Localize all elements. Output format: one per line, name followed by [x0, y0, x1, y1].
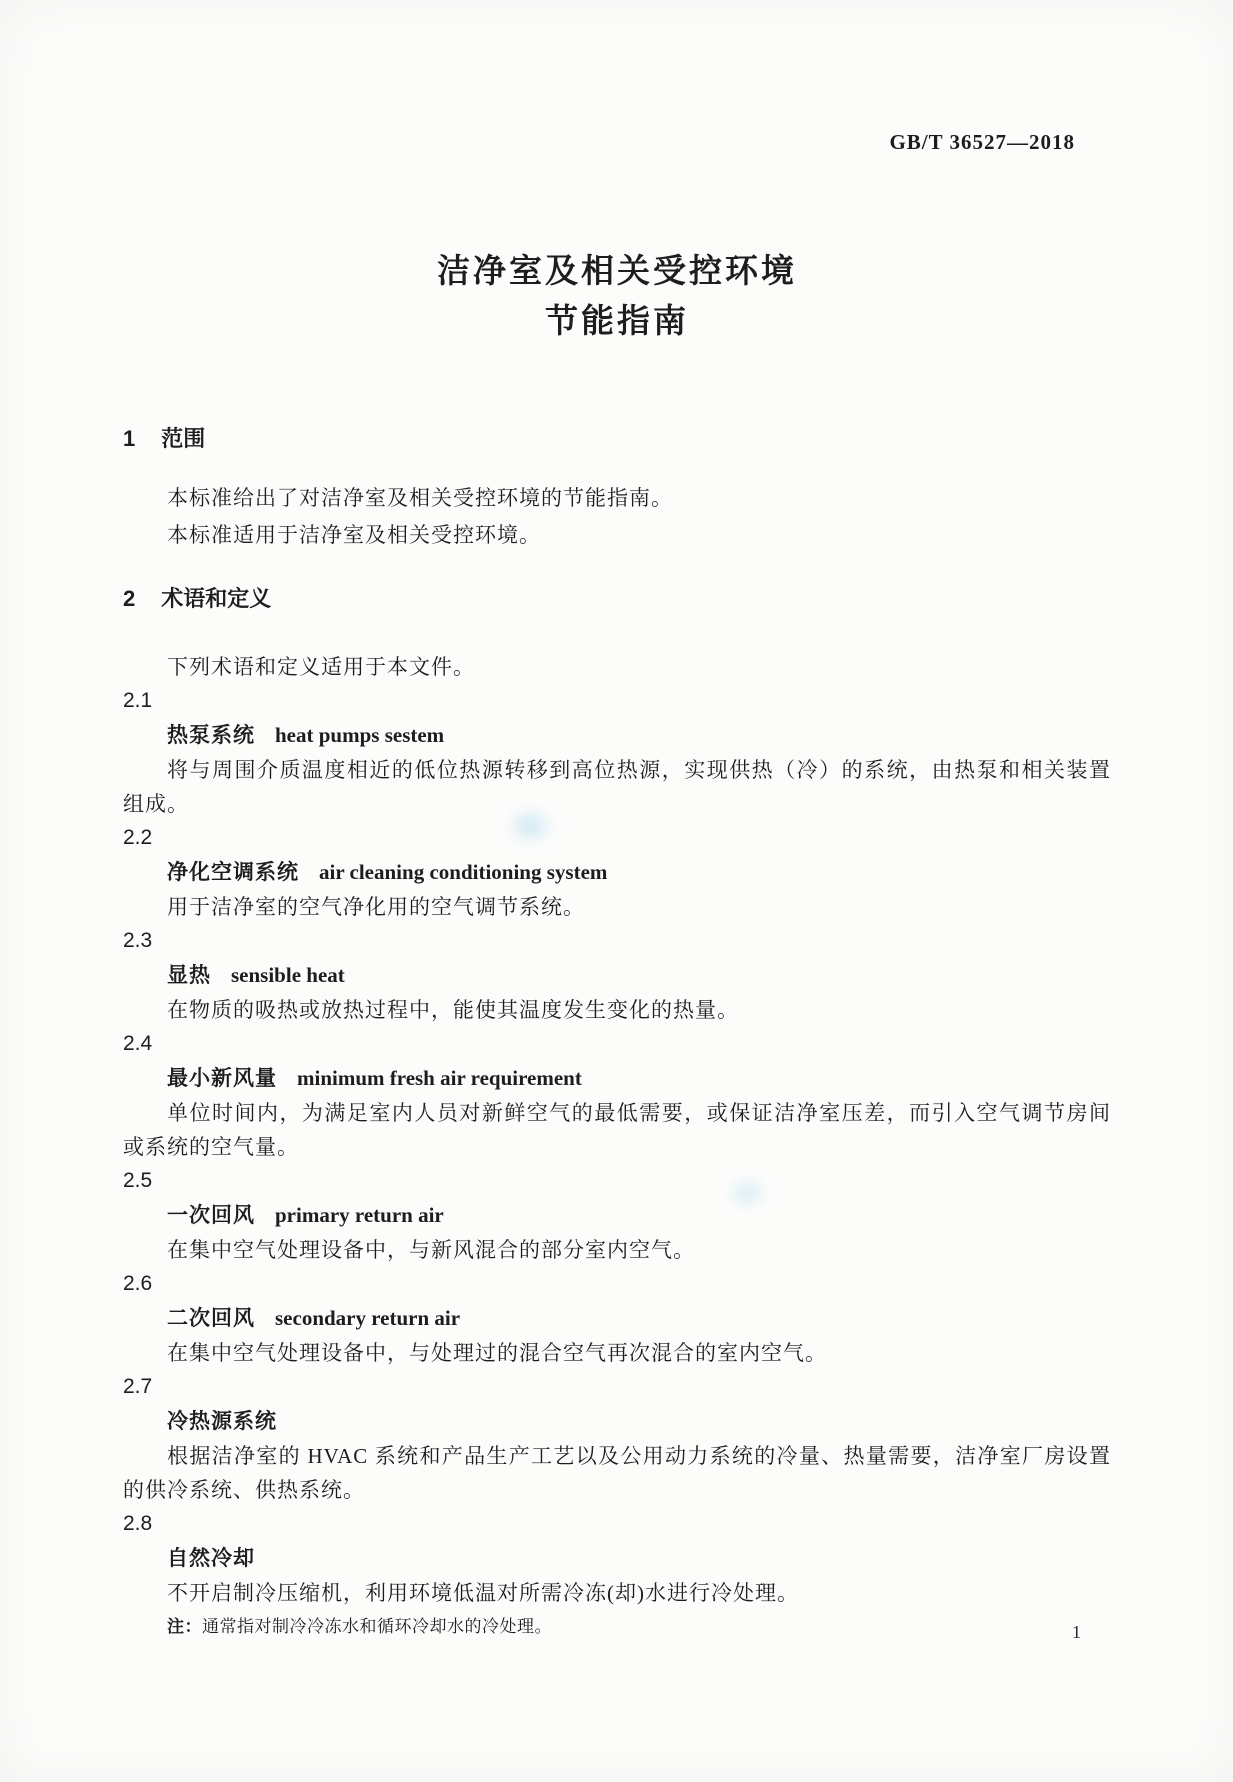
- scope-paragraph-2: 本标准适用于洁净室及相关受控环境。: [167, 523, 541, 547]
- term-name-zh: 最小新风量: [167, 1067, 277, 1090]
- terms-intro: 下列术语和定义适用于本文件。: [167, 655, 475, 679]
- term-name-en: primary return air: [275, 1203, 444, 1227]
- title-line-2: 节能指南: [545, 302, 689, 339]
- term-entry: [123, 1164, 1111, 1267]
- section-2-number: 2: [123, 586, 136, 611]
- term-heading: [123, 1198, 1111, 1233]
- term-name-zh: 显热: [167, 964, 211, 987]
- term-entry: [123, 1267, 1111, 1370]
- term-heading: [123, 1301, 1111, 1336]
- note-label: 注：: [167, 1617, 202, 1636]
- term-definition: 将与周围介质温度相近的低位热源转移到高位热源，实现供热（冷）的系统，由热泵和相关装置组成。: [123, 758, 1111, 816]
- term-heading: [123, 1541, 1111, 1576]
- term-definition: 根据洁净室的 HVAC 系统和产品生产工艺以及公用动力系统的冷量、热量需要，洁净室厂房设置的供冷系统、供热系统。: [123, 1444, 1111, 1502]
- term-name-en: sensible heat: [231, 963, 345, 987]
- term-heading: [123, 718, 1111, 753]
- term-entry: [123, 1507, 1111, 1644]
- term-definition: 在物质的吸热或放热过程中，能使其温度发生变化的热量。: [167, 998, 739, 1022]
- term-name-zh: 冷热源系统: [167, 1410, 277, 1433]
- standard-number: GB/T 36527—2018: [889, 130, 1075, 154]
- term-name-en: heat pumps sestem: [275, 723, 445, 747]
- term-heading: [123, 855, 1111, 890]
- term-definition: 用于洁净室的空气净化用的空气调节系统。: [167, 895, 585, 919]
- term-name-en: air cleaning conditioning system: [319, 860, 608, 884]
- section-1-heading: [123, 424, 1111, 454]
- section-1-number: 1: [123, 426, 136, 451]
- document-title: [123, 246, 1111, 346]
- term-id: 2.4: [123, 1032, 153, 1055]
- section-2-title: 术语和定义: [161, 586, 272, 611]
- term-definition: 单位时间内，为满足室内人员对新鲜空气的最低需要，或保证洁净室压差，而引入空气调节房间或系统的空气量。: [123, 1101, 1111, 1159]
- term-heading: [123, 1061, 1111, 1096]
- term-name-en: minimum fresh air requirement: [297, 1066, 582, 1090]
- term-name-zh: 自然冷却: [167, 1547, 255, 1570]
- term-heading: [123, 1404, 1111, 1439]
- term-entry: [123, 684, 1111, 821]
- term-entry: [123, 821, 1111, 924]
- term-heading: [123, 958, 1111, 993]
- term-definition: 在集中空气处理设备中，与新风混合的部分室内空气。: [167, 1238, 695, 1262]
- term-id: 2.8: [123, 1512, 153, 1535]
- page-number: 1: [1072, 1622, 1081, 1642]
- term-definition: 在集中空气处理设备中，与处理过的混合空气再次混合的室内空气。: [167, 1341, 827, 1365]
- term-name-zh: 热泵系统: [167, 724, 255, 747]
- title-line-1: 洁净室及相关受控环境: [437, 252, 797, 289]
- term-id: 2.1: [123, 689, 153, 712]
- term-name-zh: 一次回风: [167, 1204, 255, 1227]
- term-id: 2.6: [123, 1272, 153, 1295]
- term-id: 2.2: [123, 826, 153, 849]
- term-entry: [123, 1370, 1111, 1507]
- term-id: 2.5: [123, 1169, 153, 1192]
- term-note: [123, 1610, 1111, 1644]
- term-name-en: secondary return air: [275, 1306, 461, 1330]
- scope-paragraph-1: 本标准给出了对洁净室及相关受控环境的节能指南。: [167, 486, 673, 510]
- term-name-zh: 净化空调系统: [167, 861, 299, 884]
- section-1-title: 范围: [161, 426, 206, 451]
- section-2-heading: [123, 584, 1111, 614]
- term-definition: 不开启制冷压缩机，利用环境低温对所需冷冻(却)水进行冷处理。: [167, 1581, 799, 1605]
- term-entry: [123, 924, 1111, 1027]
- term-entry: [123, 1027, 1111, 1164]
- term-id: 2.3: [123, 929, 153, 952]
- term-id: 2.7: [123, 1375, 153, 1398]
- note-text: 通常指对制冷冷冻水和循环冷却水的冷处理。: [202, 1617, 552, 1636]
- term-name-zh: 二次回风: [167, 1307, 255, 1330]
